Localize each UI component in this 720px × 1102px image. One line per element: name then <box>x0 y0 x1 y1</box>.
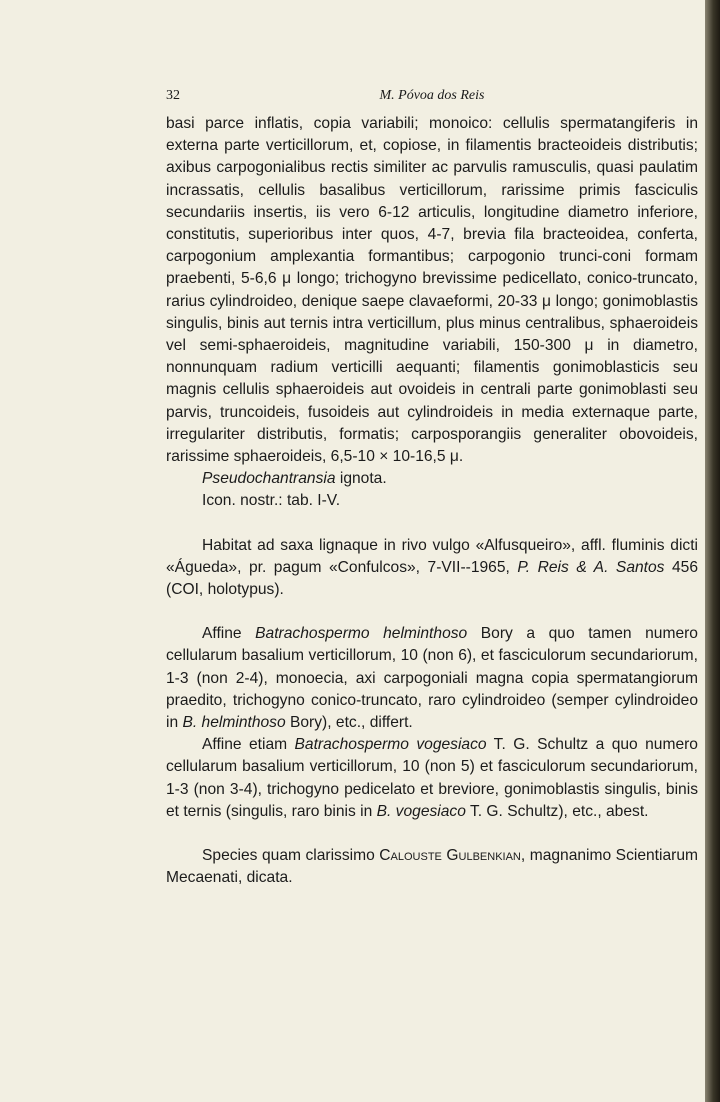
synonym-line <box>166 468 698 490</box>
habitat-text: Habitat ad saxa lignaque in rivo vulgo «Alfusqueiro», affl. fluminis dicti «Águeda», pr. pagum «Confulcos», 7-VII--1965, <box>166 536 698 576</box>
species-name-vogesiaco: Batrachospermo vogesiaco <box>294 736 487 754</box>
dedication-paragraph <box>166 845 698 889</box>
synonym-name: Pseudochantransia <box>202 470 336 488</box>
affine2-lead: Affine etiam <box>202 736 295 754</box>
running-head: M. Póvoa dos Reis <box>379 88 485 103</box>
habitat-paragraph <box>166 535 698 602</box>
species-abbrev-helminthoso: B. helminthoso <box>182 714 286 732</box>
affine-helminthoso-paragraph <box>166 623 698 734</box>
affine1-lead: Affine <box>202 625 256 643</box>
affine2-end: T. G. Schultz), etc., abest. <box>465 802 649 820</box>
dedicatee-name: Calouste Gulbenkian <box>379 847 521 865</box>
affine1-body: Bory a quo tamen numero cellularum basalium verticillorum, 10 (non 6), et fasciculorum secundariorum, 1-3 (non 2-4), monoecia, axi carpogoniali magna copia spermatangiorum praedito, trichogyno conico-truncato, raro cylindroideo (semper cylindroideo in <box>166 625 698 732</box>
habitat-end: 456 (COI, holotypus). <box>166 558 698 599</box>
dedication-lead: Species quam clarissimo <box>202 847 380 865</box>
affine2-body: T. G. Schultz a quo numero cellularum basalium verticillorum, 10 (non 5) et fasciculorum secundariorum, 1-3 (non 3-4), trichogyno pedicelato et breviore, gonimoblastis singulis, binis et ternis (singulis, raro binis in <box>166 736 698 820</box>
dedication-end: , magnanimo Scientiarum Mecaenati, dicata. <box>166 847 699 887</box>
page-body <box>166 113 698 890</box>
species-name-helminthoso: Batrachospermo helminthoso <box>255 625 468 643</box>
synonym-rest: ignota. <box>335 470 387 488</box>
affine1-end: Bory), etc., differt. <box>285 714 413 732</box>
species-abbrev-vogesiaco: B. vogesiaco <box>376 802 466 820</box>
page-number: 32 <box>166 88 180 103</box>
book-spine-edge <box>705 0 720 1102</box>
page-header <box>166 88 698 108</box>
icon-reference: Icon. nostr.: tab. I-V. <box>202 492 341 510</box>
habitat-collectors: P. Reis & A. Santos <box>517 558 665 576</box>
description-paragraph: basi parce inflatis, copia variabili; monoico: cellulis spermatangiferis in externa parte verticillorum, et, copiose, in filamentis bracteoideis distributis; axibus carpogonialibus rectis similiter ac parvulis ramusculis, quasi paulatim incrassatis, cellulis basalibus verticillorum, rarissime primis fasciculis secundariis insertis, iis vero 6-12 articulis, longitudine diametro inferiore, constitutis, superioribus inter quos, 4-7, brevia fila bracteoidea, conferta, carpogonium amplexantia formantibus; carpogonio trunci-coni formam praebenti, 5-6,6 μ longo; trichogyno brevissime pedicellato, conico-truncato, rarius cylindroideo, denique saepe clavaeformi, 20-33 μ longo; gonimoblastis singulis, binis aut ternis intra verticillum, plus minus centralibus, sphaeroideis vel semi-sphaeroideis, magnitudine variabili, 150-300 μ in diametro, nonnunquam radium verticilli aequanti; filamentis gonimoblasticis seu magnis cellulis sphaeroideis aut ovoideis in centrali parte gonimoblasti seu parvis, truncoideis, fusoideis aut cylindroideis in media externaque parte, irregulariter distributis, formatis; carposporangiis generaliter obovoideis, rarissime sphaeroideis, 6,5-10 × 10-16,5 μ. <box>166 115 698 466</box>
affine-vogesiaco-paragraph <box>166 734 698 823</box>
